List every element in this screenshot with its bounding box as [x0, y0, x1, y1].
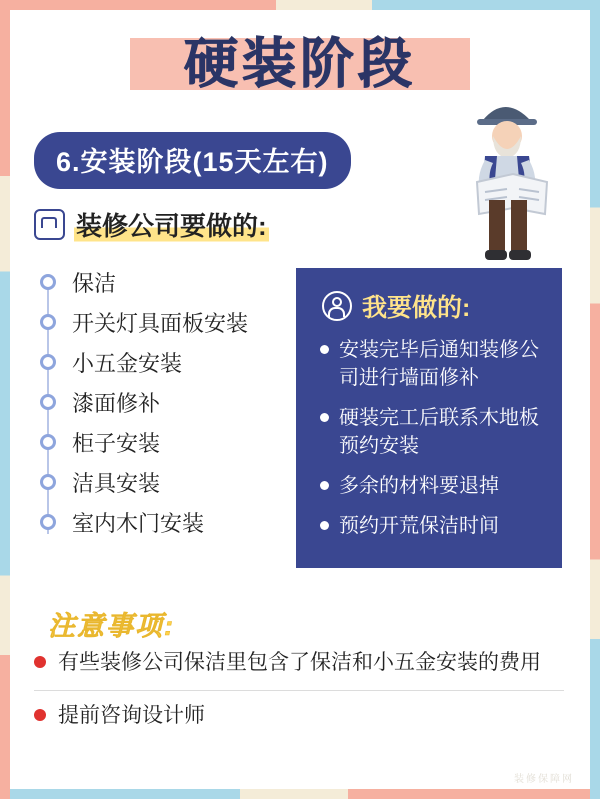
bullet-icon	[320, 413, 329, 422]
person-icon	[322, 291, 352, 321]
list-item: 漆面修补	[40, 382, 290, 422]
bullet-icon	[34, 656, 46, 668]
list-item: 室内木门安装	[40, 502, 290, 542]
my-tasks-panel	[296, 268, 562, 568]
list-item: 洁具安装	[40, 462, 290, 502]
decorative-right-border	[590, 0, 600, 799]
bullet-icon	[320, 481, 329, 490]
decorative-left-border	[0, 0, 10, 799]
worker-reading-blueprint-icon	[455, 86, 565, 271]
title-text: 硬装阶段	[184, 32, 416, 95]
company-task-timeline	[40, 262, 290, 542]
list-item: 小五金安装	[40, 342, 290, 382]
timeline-dot-icon	[40, 514, 56, 530]
notes-section-heading: 注意事项:	[48, 611, 175, 641]
list-item: 柜子安装	[40, 422, 290, 462]
company-section-heading	[34, 206, 269, 243]
notes-list	[34, 648, 564, 741]
timeline-dot-icon	[40, 274, 56, 290]
watermark: 装修保障网	[514, 774, 574, 785]
my-tasks-heading-label: 我要做的:	[362, 294, 471, 322]
timeline-dot-icon	[40, 354, 56, 370]
timeline-dot-icon	[40, 434, 56, 450]
bullet-icon	[34, 709, 46, 721]
my-tasks-list	[320, 336, 542, 552]
bullet-icon	[320, 521, 329, 530]
my-tasks-heading	[322, 288, 470, 324]
company-section-heading-label: 装修公司要做的:	[74, 206, 269, 243]
stage-badge: 6.安装阶段(15天左右)	[34, 132, 351, 189]
list-item: 保洁	[40, 262, 290, 302]
list-item: 多余的材料要退掉	[320, 472, 542, 500]
decorative-bottom-border	[0, 789, 600, 799]
list-item: 安装完毕后通知装修公司进行墙面修补	[320, 336, 542, 392]
poster-title	[130, 24, 470, 104]
timeline-dot-icon	[40, 394, 56, 410]
list-item: 开关灯具面板安装	[40, 302, 290, 342]
home-icon	[34, 209, 65, 240]
timeline-dot-icon	[40, 314, 56, 330]
list-item: 硬装完工后联系木地板预约安装	[320, 404, 542, 460]
timeline-dot-icon	[40, 474, 56, 490]
bullet-icon	[320, 345, 329, 354]
divider	[34, 690, 564, 691]
list-item: 有些装修公司保洁里包含了保洁和小五金安装的费用	[34, 648, 564, 688]
list-item: 预约开荒保洁时间	[320, 512, 542, 540]
list-item: 提前咨询设计师	[34, 701, 564, 741]
decorative-top-border	[0, 0, 600, 10]
